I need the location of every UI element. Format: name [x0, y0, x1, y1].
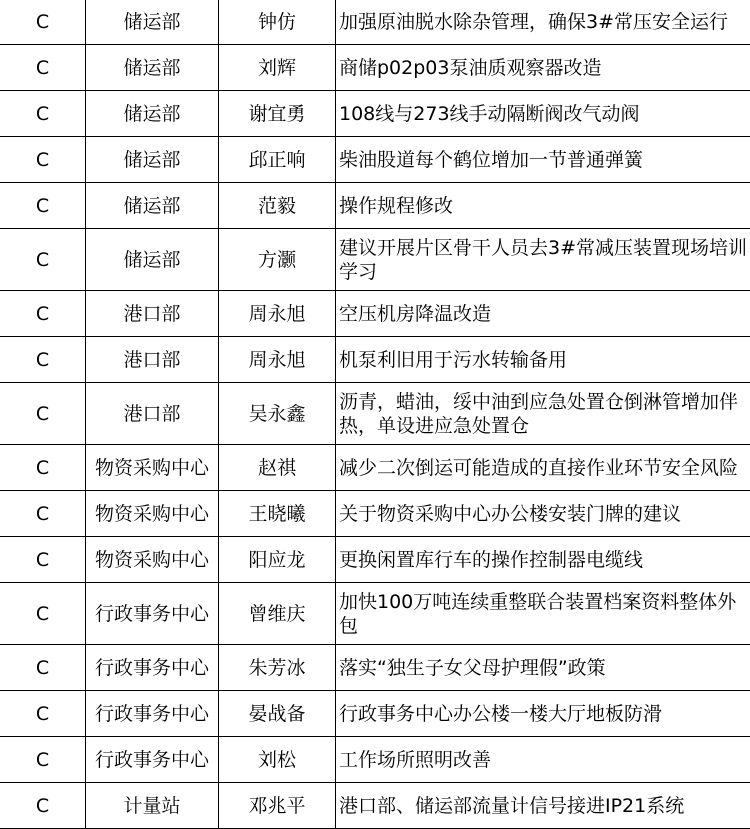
department-cell: 行政事务中心	[86, 583, 219, 645]
suggestion-cell: 更换闲置库行车的操作控制器电缆线	[336, 537, 750, 583]
grade-cell: C	[0, 137, 86, 183]
suggestion-cell: 沥青，蜡油，绥中油到应急处置仓倒淋管增加伴热，单设进应急处置仓	[336, 383, 750, 445]
table-row	[0, 337, 750, 383]
department-cell: 计量站	[86, 783, 219, 829]
department-cell: 储运部	[86, 229, 219, 291]
department-cell: 物资采购中心	[86, 445, 219, 491]
suggestion-cell: 建议开展片区骨干人员去3#常减压装置现场培训学习	[336, 229, 750, 291]
table-row	[0, 137, 750, 183]
suggestion-cell: 柴油股道每个鹤位增加一节普通弹簧	[336, 137, 750, 183]
department-cell: 行政事务中心	[86, 691, 219, 737]
name-cell: 朱芳冰	[219, 645, 336, 691]
grade-cell: C	[0, 0, 86, 45]
grade-cell: C	[0, 645, 86, 691]
name-cell: 周永旭	[219, 291, 336, 337]
grade-cell: C	[0, 691, 86, 737]
suggestion-cell: 108线与273线手动隔断阀改气动阀	[336, 91, 750, 137]
department-cell: 储运部	[86, 183, 219, 229]
department-cell: 储运部	[86, 45, 219, 91]
suggestion-cell: 操作规程修改	[336, 183, 750, 229]
name-cell: 吴永鑫	[219, 383, 336, 445]
table-row	[0, 583, 750, 645]
name-cell: 王晓曦	[219, 491, 336, 537]
name-cell: 谢宜勇	[219, 91, 336, 137]
suggestion-cell: 关于物资采购中心办公楼安装门牌的建议	[336, 491, 750, 537]
department-cell: 物资采购中心	[86, 537, 219, 583]
name-cell: 方灏	[219, 229, 336, 291]
table-row	[0, 645, 750, 691]
table-row	[0, 537, 750, 583]
name-cell: 刘松	[219, 737, 336, 783]
grade-cell: C	[0, 183, 86, 229]
name-cell: 邱正响	[219, 137, 336, 183]
grade-cell: C	[0, 229, 86, 291]
grade-cell: C	[0, 45, 86, 91]
grade-cell: C	[0, 383, 86, 445]
name-cell: 赵祺	[219, 445, 336, 491]
suggestion-cell: 机泵利旧用于污水转输备用	[336, 337, 750, 383]
table-row	[0, 0, 750, 45]
grade-cell: C	[0, 445, 86, 491]
table-row	[0, 383, 750, 445]
suggestion-cell: 落实“独生子女父母护理假”政策	[336, 645, 750, 691]
name-cell: 邓兆平	[219, 783, 336, 829]
name-cell: 钟仿	[219, 0, 336, 45]
grade-cell: C	[0, 583, 86, 645]
table-row	[0, 491, 750, 537]
table-row	[0, 691, 750, 737]
table-row	[0, 45, 750, 91]
name-cell: 刘辉	[219, 45, 336, 91]
name-cell: 曾维庆	[219, 583, 336, 645]
department-cell: 储运部	[86, 0, 219, 45]
table-row	[0, 737, 750, 783]
grade-cell: C	[0, 491, 86, 537]
table-row	[0, 183, 750, 229]
suggestion-cell: 减少二次倒运可能造成的直接作业环节安全风险	[336, 445, 750, 491]
name-cell: 阳应龙	[219, 537, 336, 583]
department-cell: 港口部	[86, 291, 219, 337]
grade-cell: C	[0, 291, 86, 337]
name-cell: 晏战备	[219, 691, 336, 737]
table-row	[0, 783, 750, 829]
suggestion-cell: 加快100万吨连续重整联合装置档案资料整体外包	[336, 583, 750, 645]
suggestion-cell: 加强原油脱水除杂管理，确保3#常压安全运行	[336, 0, 750, 45]
department-cell: 港口部	[86, 337, 219, 383]
suggestion-cell: 商储p02p03泵油质观察器改造	[336, 45, 750, 91]
grade-cell: C	[0, 537, 86, 583]
grade-cell: C	[0, 737, 86, 783]
suggestion-cell: 空压机房降温改造	[336, 291, 750, 337]
department-cell: 行政事务中心	[86, 645, 219, 691]
table-row	[0, 291, 750, 337]
suggestion-cell: 工作场所照明改善	[336, 737, 750, 783]
table-row	[0, 91, 750, 137]
department-cell: 港口部	[86, 383, 219, 445]
suggestion-cell: 行政事务中心办公楼一楼大厅地板防滑	[336, 691, 750, 737]
grade-cell: C	[0, 337, 86, 383]
department-cell: 物资采购中心	[86, 491, 219, 537]
grade-cell: C	[0, 91, 86, 137]
department-cell: 行政事务中心	[86, 737, 219, 783]
table-row	[0, 229, 750, 291]
department-cell: 储运部	[86, 137, 219, 183]
table-row	[0, 445, 750, 491]
department-cell: 储运部	[86, 91, 219, 137]
name-cell: 周永旭	[219, 337, 336, 383]
grade-cell: C	[0, 783, 86, 829]
name-cell: 范毅	[219, 183, 336, 229]
suggestion-cell: 港口部、储运部流量计信号接进IP21系统	[336, 783, 750, 829]
